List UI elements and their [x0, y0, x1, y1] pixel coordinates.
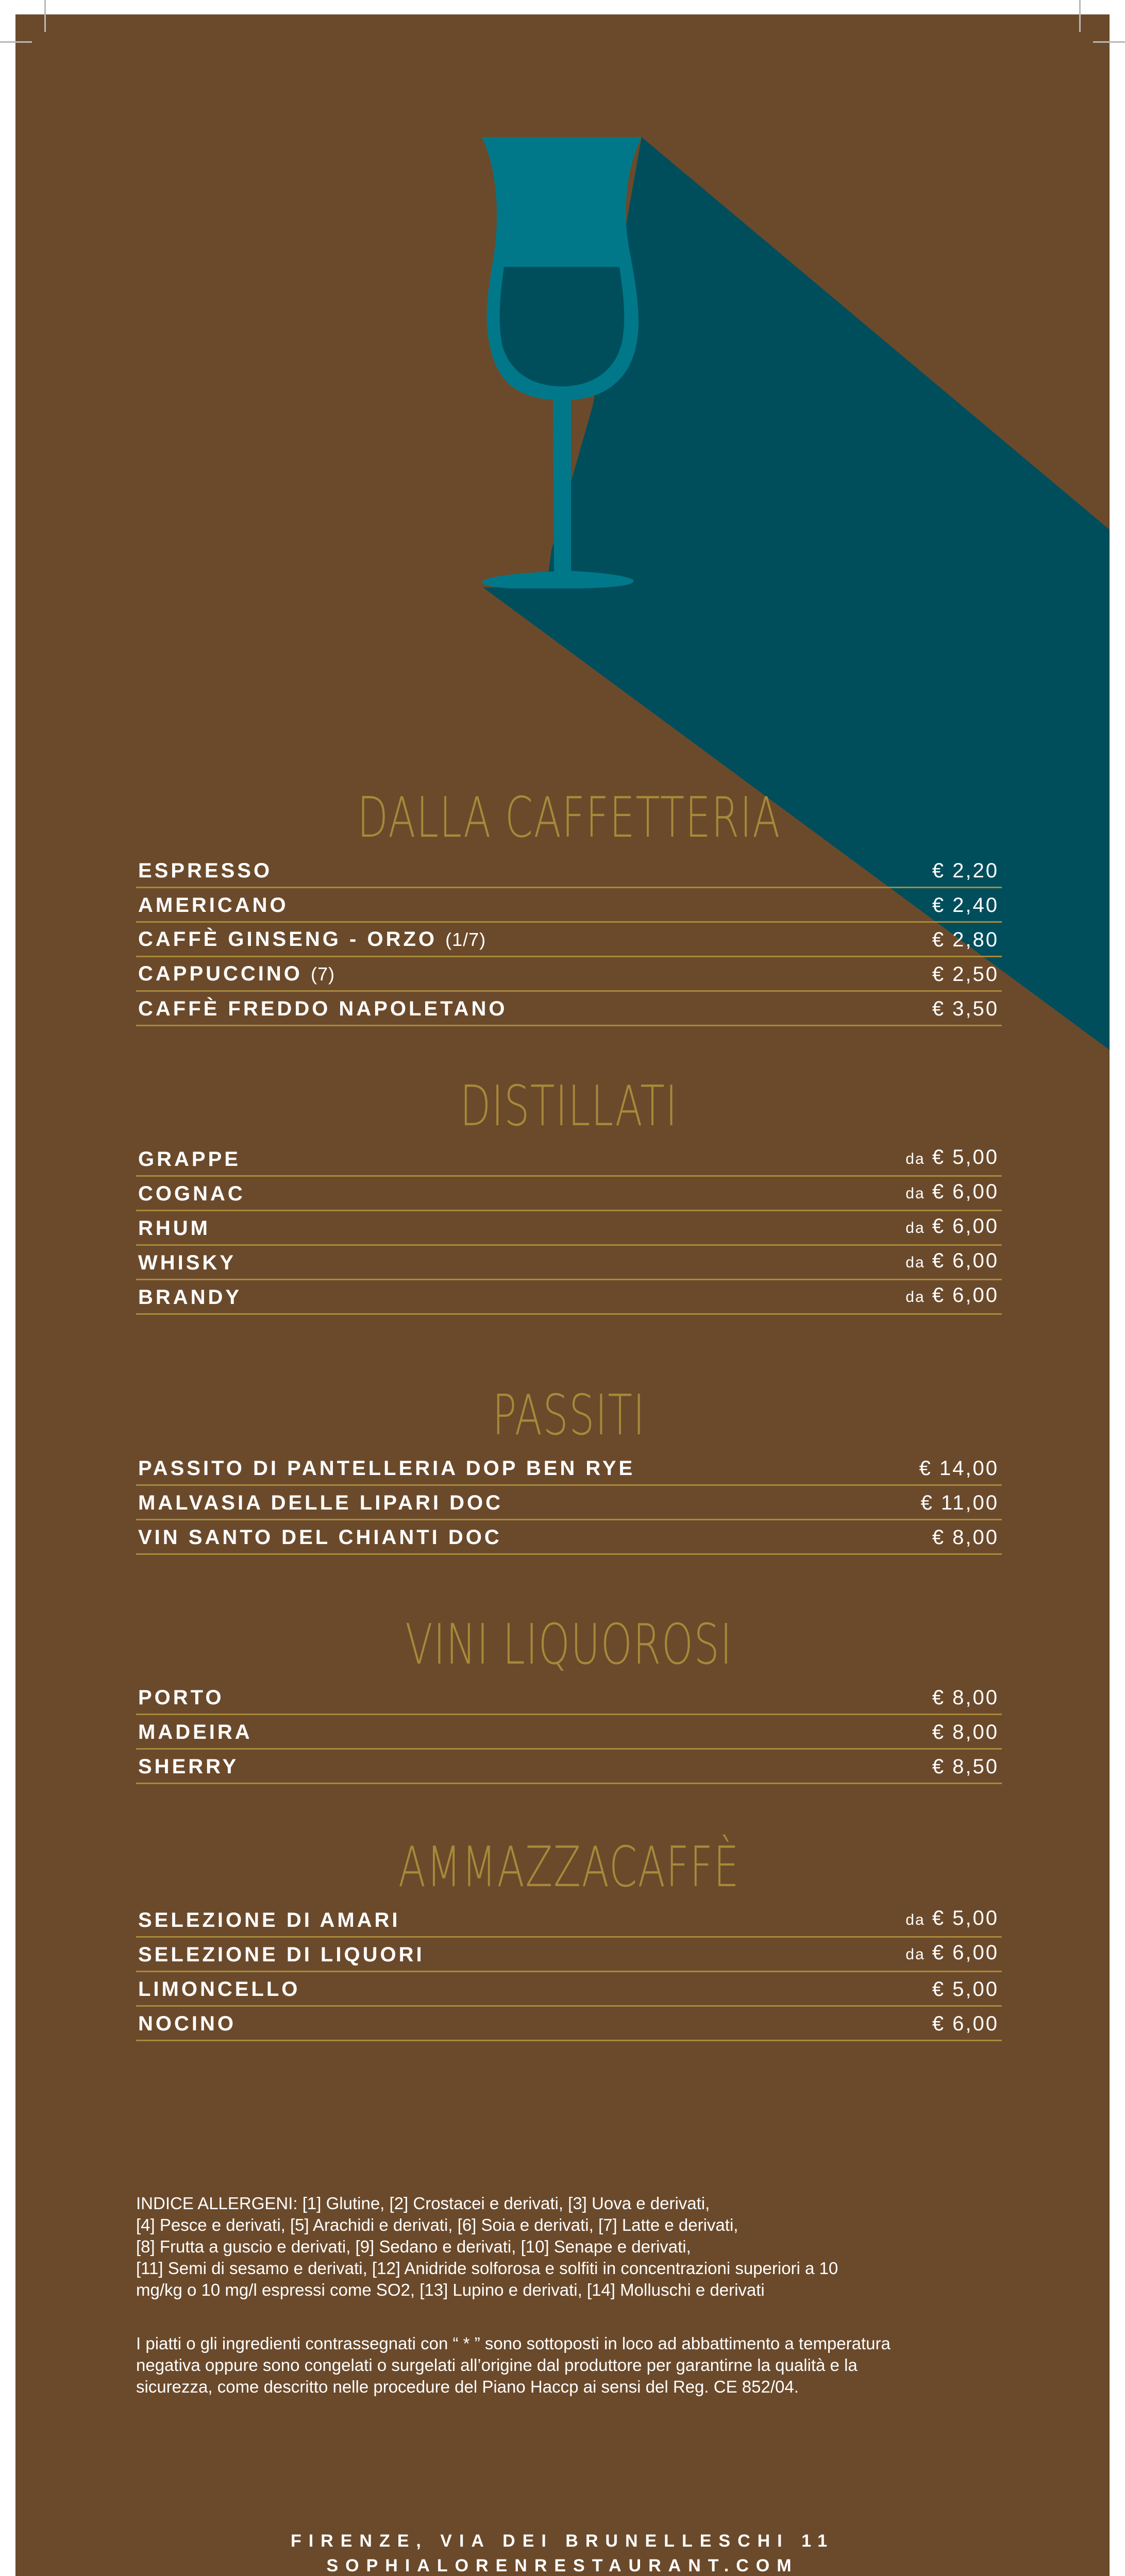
price-prefix: da: [905, 1150, 925, 1167]
item-price: da € 6,00: [905, 1249, 999, 1272]
item-price: € 8,00: [932, 1721, 999, 1743]
menu-item: [136, 888, 1002, 923]
allergen-tag: (7): [311, 963, 335, 985]
menu-item: [136, 1681, 1002, 1715]
menu-item: [136, 1177, 1002, 1211]
item-price: € 5,00: [932, 1978, 999, 2001]
item-name: MADEIRA: [138, 1721, 253, 1743]
menu-item: [136, 2007, 1002, 2041]
item-price: da € 6,00: [905, 1941, 999, 1964]
item-name: CAFFÈ GINSENG - ORZO (1/7): [138, 928, 486, 951]
crop-mark: [1093, 41, 1125, 43]
menu-item: [136, 1486, 1002, 1520]
item-price: da € 5,00: [905, 1907, 999, 1929]
section-title: DALLA CAFFETTERIA: [357, 786, 781, 850]
item-price: € 2,40: [932, 894, 999, 917]
menu-item: [136, 957, 1002, 992]
price-prefix: da: [905, 1254, 925, 1271]
item-price: € 6,00: [932, 2012, 999, 2035]
item-price: € 2,50: [932, 963, 999, 986]
item-name: RHUM: [138, 1217, 210, 1240]
section-title: AMMAZZACAFFÈ: [398, 1835, 740, 1900]
item-name: COGNAC: [138, 1182, 245, 1205]
section-title: DISTILLATI: [460, 1074, 678, 1139]
item-price: € 2,20: [932, 859, 999, 882]
item-name: NOCINO: [138, 2012, 236, 2035]
item-price: da € 5,00: [905, 1146, 999, 1168]
menu-item: [136, 854, 1002, 888]
item-name: VIN SANTO DEL CHIANTI DOC: [138, 1526, 502, 1549]
item-price: da € 6,00: [905, 1215, 999, 1238]
item-price: € 8,50: [932, 1755, 999, 1778]
item-name: ESPRESSO: [138, 859, 273, 882]
section-title: PASSITI: [492, 1383, 646, 1448]
item-price: € 11,00: [920, 1492, 999, 1514]
item-price: da € 6,00: [905, 1284, 999, 1307]
item-name: AMERICANO: [138, 894, 289, 917]
item-name: MALVASIA DELLE LIPARI DOC: [138, 1492, 503, 1514]
section-distillati: [136, 1073, 1002, 1315]
item-price: € 8,00: [932, 1526, 999, 1549]
item-name: BRANDY: [138, 1286, 242, 1309]
item-name: GRAPPE: [138, 1148, 241, 1171]
section-passiti: [136, 1382, 1002, 1555]
item-name: CAFFÈ FREDDO NAPOLETANO: [138, 997, 508, 1020]
item-name: SHERRY: [138, 1755, 239, 1778]
note-line: mg/kg o 10 mg/l espressi come SO2, [13] Lupino e derivati, [14] Molluschi e derivati: [136, 2280, 765, 2299]
note-line: [11] Semi di sesamo e derivati, [12] Anidride solforosa e solfiti in concentrazioni superiori a 10: [136, 2259, 838, 2278]
menu-item: [136, 1211, 1002, 1246]
item-price: da € 6,00: [905, 1180, 999, 1203]
menu-item: [136, 1972, 1002, 2007]
price-prefix: da: [905, 1946, 925, 1963]
menu-item: [136, 1750, 1002, 1784]
allergen-tag: (1/7): [445, 929, 486, 950]
menu-item: [136, 1142, 1002, 1177]
section-title: VINI LIQUOROSI: [405, 1613, 733, 1677]
item-price: € 8,00: [932, 1686, 999, 1709]
item-name: PORTO: [138, 1686, 224, 1709]
section-ammazzacaffe: [136, 1834, 1002, 2041]
note-line: INDICE ALLERGENI: [1] Glutine, [2] Crostacei e derivati, [3] Uova e derivati,: [136, 2194, 710, 2213]
crop-mark: [0, 41, 32, 43]
item-name: SELEZIONE DI AMARI: [138, 1909, 400, 1931]
note-line: [8] Frutta a guscio e derivati, [9] Sedano e derivati, [10] Senape e derivati,: [136, 2237, 691, 2256]
price-prefix: da: [905, 1911, 925, 1928]
menu-item: [136, 992, 1002, 1026]
item-name: PASSITO DI PANTELLERIA DOP BEN RYE: [138, 1457, 635, 1480]
price-prefix: da: [905, 1185, 925, 1202]
footer-address: FIRENZE, VIA DEI BRUNELLESCHI 11: [290, 2531, 835, 2551]
item-price: € 14,00: [919, 1457, 999, 1480]
note-line: sicurezza, come descritto nelle procedure del Piano Haccp ai sensi del Reg. CE 852/04.: [136, 2377, 799, 2396]
menu-item: [136, 923, 1002, 957]
menu-item: [136, 1246, 1002, 1280]
price-prefix: da: [905, 1219, 925, 1236]
section-vini-liquorosi: [136, 1612, 1002, 1784]
section-dalla-caffetteria: [136, 785, 1002, 1026]
item-name: WHISKY: [138, 1251, 236, 1274]
crop-mark: [1079, 0, 1081, 32]
note-line: I piatti o gli ingredienti contrassegnati con “ * ” sono sottoposti in loco ad abbattimento a temperatura: [136, 2334, 891, 2353]
footer: [15, 2529, 1110, 2576]
item-name: CAPPUCCINO (7): [138, 962, 335, 985]
note-line: [4] Pesce e derivati, [5] Arachidi e derivati, [6] Soia e derivati, [7] Latte e derivati,: [136, 2215, 738, 2234]
footer-website[interactable]: SOPHIALORENRESTAURANT.COM: [326, 2556, 799, 2575]
menu-item: [136, 1903, 1002, 1938]
note-line: negativa oppure sono congelati o surgelati all’origine dal produttore per garantirne la qualità e la: [136, 2355, 858, 2375]
menu-item: [136, 1451, 1002, 1486]
price-prefix: da: [905, 1289, 925, 1306]
menu-item: [136, 1715, 1002, 1750]
menu-item: [136, 1280, 1002, 1315]
menu-page: [15, 14, 1110, 2576]
item-price: € 3,50: [932, 997, 999, 1020]
item-name: SELEZIONE DI LIQUORI: [138, 1943, 425, 1966]
haccp-note: [136, 2333, 1002, 2398]
allergens-note: [136, 2193, 1002, 2301]
item-price: € 2,80: [932, 928, 999, 951]
crop-mark: [44, 0, 46, 32]
item-name: LIMONCELLO: [138, 1978, 300, 2001]
menu-item: [136, 1938, 1002, 1972]
menu-item: [136, 1520, 1002, 1555]
